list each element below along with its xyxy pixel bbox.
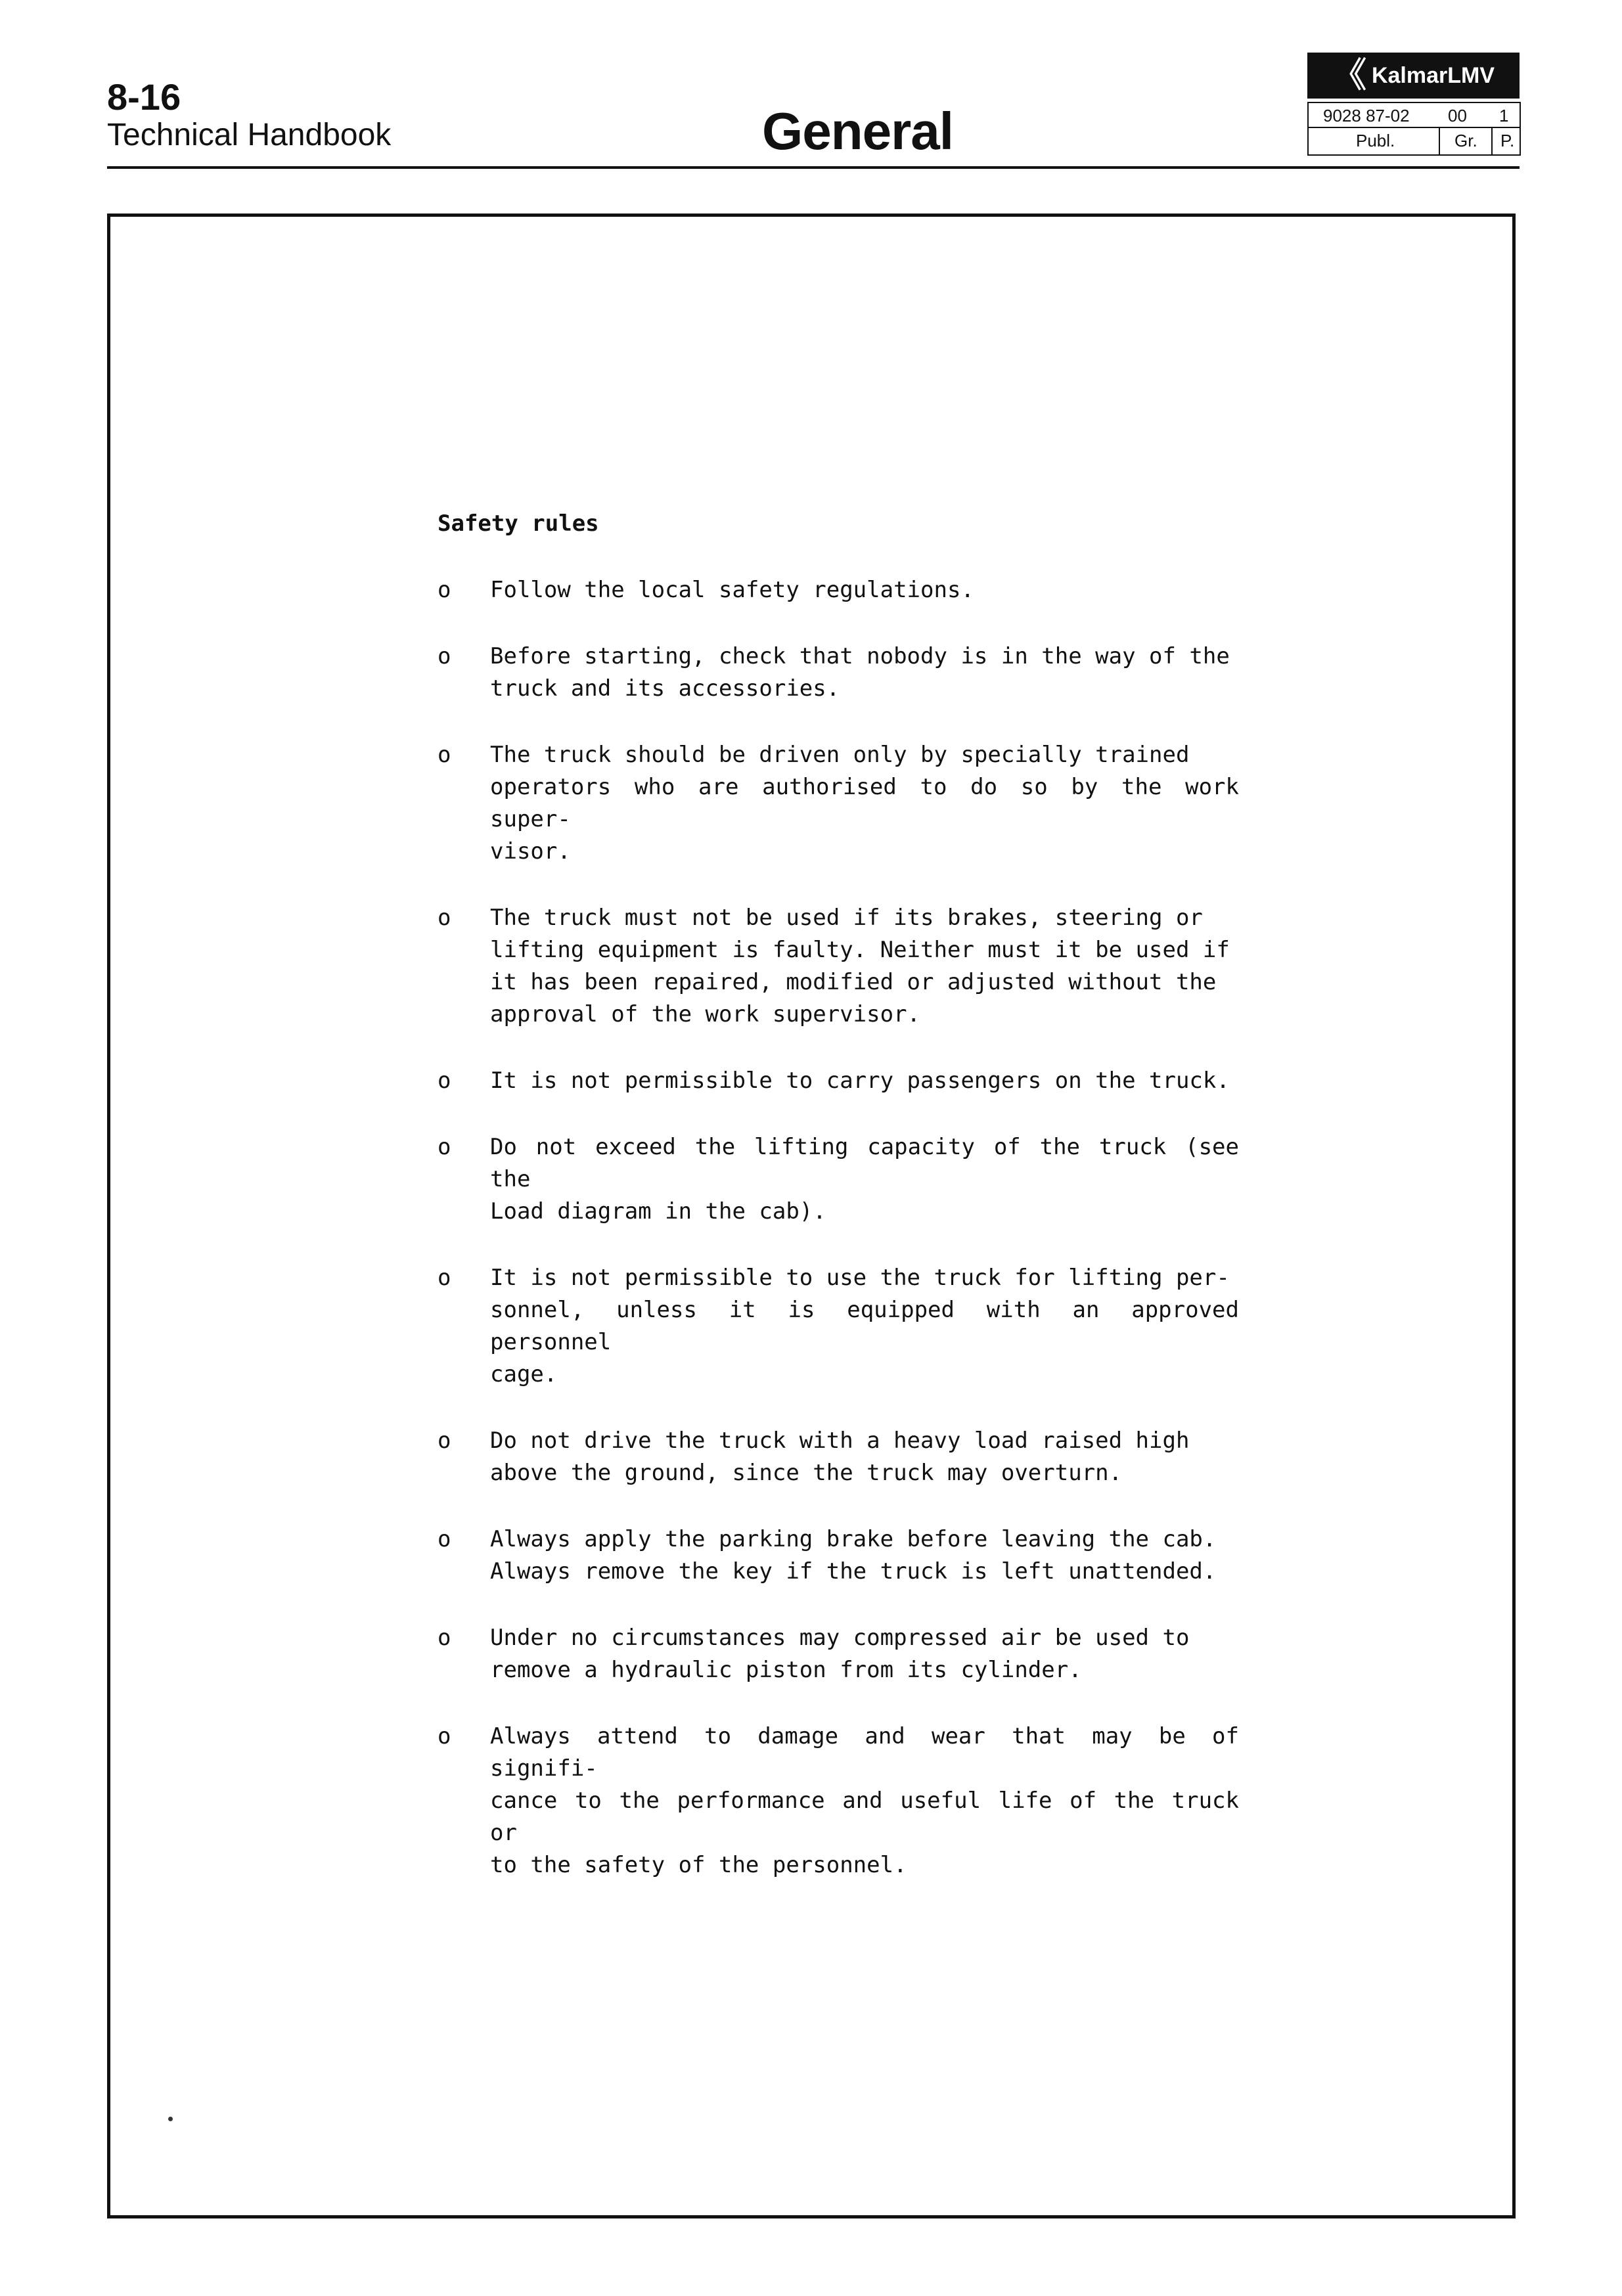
handbook-title: Technical Handbook bbox=[107, 118, 392, 152]
list-item bbox=[438, 1425, 1239, 1489]
rule-text: The truck must not be used if its brakes, steering or lifting equipment is faulty. Neither must it be used if it has been repaired, modified or adjusted without the approval of the work supervisor. bbox=[490, 905, 1230, 1027]
rule-text: It is not permissible to use the truck for lifting per- sonnel, unless it is equipped with an approved personnel cage. bbox=[490, 1265, 1239, 1387]
rule-text: Always apply the parking brake before leaving the cab. Always remove the key if the truck is left unattended. bbox=[490, 1526, 1217, 1585]
bullet-marker: o bbox=[438, 1134, 451, 1160]
bullet-marker: o bbox=[438, 1068, 451, 1094]
bullet-marker: o bbox=[438, 643, 451, 669]
rules-list bbox=[438, 574, 1239, 1881]
list-item bbox=[438, 641, 1239, 705]
reference-labels-row bbox=[1309, 128, 1520, 154]
brand-name: KalmarLMV bbox=[1371, 62, 1495, 88]
kalmar-chevron-logo-icon: 《 bbox=[1332, 56, 1366, 95]
list-item bbox=[438, 1131, 1239, 1228]
gr-label: Gr. bbox=[1454, 131, 1477, 150]
header-rule bbox=[107, 166, 1520, 169]
page-number: 1 bbox=[1499, 106, 1509, 125]
rule-text: Do not drive the truck with a heavy load raised high above the ground, since the truck may overturn. bbox=[490, 1428, 1190, 1486]
list-item bbox=[438, 1262, 1239, 1391]
bullet-marker: o bbox=[438, 1265, 451, 1291]
rule-text: Follow the local safety regulations. bbox=[490, 577, 974, 603]
safety-rules-section bbox=[438, 508, 1239, 1916]
rule-text: The truck should be driven only by specially trained operators who are authorised to do so by the work super- visor. bbox=[490, 742, 1239, 865]
bullet-marker: o bbox=[438, 1723, 451, 1749]
bullet-marker: o bbox=[438, 742, 451, 768]
list-item bbox=[438, 902, 1239, 1031]
group-number: 00 bbox=[1448, 106, 1467, 125]
list-item bbox=[438, 1622, 1239, 1686]
bullet-marker: o bbox=[438, 1428, 451, 1454]
list-item bbox=[438, 1721, 1239, 1881]
reference-values-row bbox=[1309, 103, 1520, 128]
rule-text: Under no circumstances may compressed air be used to remove a hydraulic piston from its cylinder. bbox=[490, 1625, 1190, 1683]
divider bbox=[1491, 128, 1493, 154]
rule-text: Before starting, check that nobody is in the way of the truck and its accessories. bbox=[490, 643, 1230, 702]
bullet-marker: o bbox=[438, 905, 451, 931]
p-label: P. bbox=[1500, 131, 1515, 150]
rule-text: Always attend to damage and wear that may be of signifi- cance to the performance and useful life of the truck or to the safety of the personnel. bbox=[490, 1723, 1239, 1878]
list-item bbox=[438, 574, 1239, 606]
list-item bbox=[438, 1523, 1239, 1588]
list-item bbox=[438, 739, 1239, 868]
section-number: 8-16 bbox=[107, 76, 181, 118]
publication-number: 9028 87-02 bbox=[1323, 106, 1410, 125]
chapter-title: General bbox=[762, 102, 953, 160]
section-title: Safety rules bbox=[438, 510, 599, 537]
bullet-marker: o bbox=[438, 577, 451, 603]
scan-speck bbox=[168, 2117, 173, 2121]
rule-text: It is not permissible to carry passengers on the truck. bbox=[490, 1068, 1230, 1094]
rule-text: Do not exceed the lifting capacity of the truck (see the Load diagram in the cab). bbox=[490, 1134, 1239, 1225]
publ-label: Publ. bbox=[1356, 131, 1395, 150]
publication-reference-box bbox=[1307, 102, 1521, 156]
brand-logo bbox=[1307, 53, 1520, 99]
bullet-marker: o bbox=[438, 1526, 451, 1552]
bullet-marker: o bbox=[438, 1625, 451, 1651]
divider bbox=[1439, 128, 1440, 154]
list-item bbox=[438, 1065, 1239, 1097]
